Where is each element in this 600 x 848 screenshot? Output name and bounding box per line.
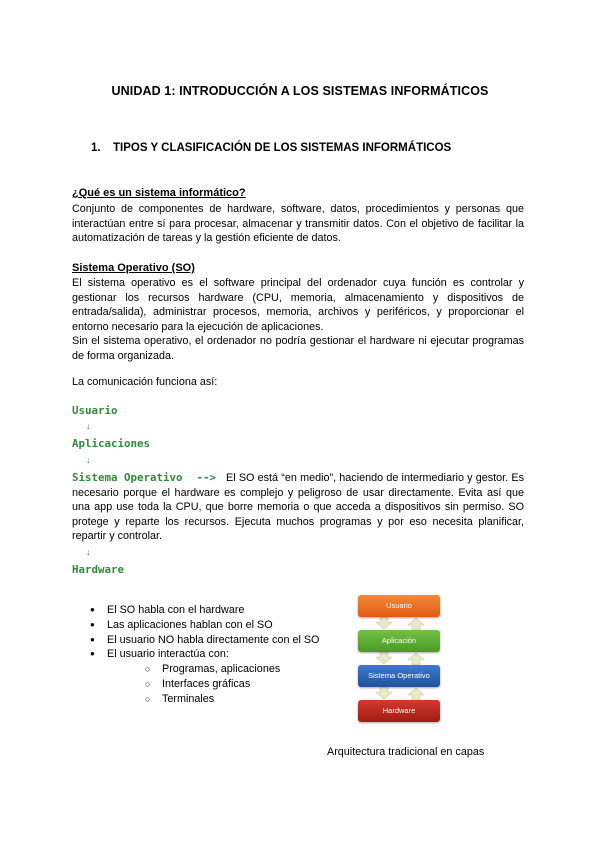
flow-hardware: Hardware	[72, 563, 125, 576]
page-title: UNIDAD 1: INTRODUCCIÓN A LOS SISTEMAS INFORMÁTICOS	[111, 84, 489, 98]
flow-intro: La comunicación funciona así:	[72, 376, 218, 388]
layer-hardware: Hardware	[358, 700, 440, 722]
list-item: ● Las aplicaciones hablan con el SO	[90, 618, 319, 633]
section-heading	[91, 142, 451, 154]
flow-sistema-line	[72, 471, 524, 544]
so-body-2: Sin el sistema operativo, el ordenador no podría gestionar el hardware ni ejecutar programas de forma organizada.	[72, 335, 524, 362]
so-heading: Sistema Operativo (SO)	[72, 262, 195, 274]
down-arrow-icon: ↓	[86, 421, 91, 431]
section-number: 1.	[91, 142, 101, 154]
down-arrow-icon: ↓	[86, 547, 91, 557]
down-arrow-icon	[376, 617, 392, 629]
section-title: TIPOS Y CLASIFICACIÓN DE LOS SISTEMAS INFORMÁTICOS	[113, 142, 452, 154]
down-arrow-icon	[376, 687, 392, 699]
so-body-1: El sistema operativo es el software principal del ordenador cuya función es controlar y gestionar los recursos hardware (CPU, memoria, almacenamiento y dispositivos de entrada/salida), administrar procesos, memoria, archivos y periféricos, y proporcionar el entorno necesario para la ejecución de aplicaciones.	[72, 277, 524, 333]
flow-so-explanation: El SO está “en medio”, haciendo de intermediario y gestor. Es necesario porque el hardware es complejo y peligroso de usar directamente. Evita así que una app use toda la CPU, que borre memoria o que acceda a dispositivos sin permiso. SO protege y reparte los recursos. Ejecuta muchos programas y por eso necesita planificar, repartir y controlar.	[72, 472, 524, 543]
flow-sistema: Sistema Operativo	[72, 471, 183, 484]
question-heading: ¿Qué es un sistema informático?	[72, 187, 246, 199]
list-item: ● El SO habla con el hardware	[90, 603, 319, 618]
down-arrow-icon: ↓	[86, 455, 91, 465]
flow-usuario: Usuario	[72, 404, 118, 417]
question-body: Conjunto de componentes de hardware, software, datos, procedimientos y personas que interactúan entre sí para procesar, almacenar y transmitir datos. Con el objetivo de facilitar la automatización de tareas y la gestión eficiente de datos.	[72, 203, 524, 245]
up-arrow-icon	[408, 688, 424, 700]
layer-aplicacion: Aplicación	[358, 630, 440, 652]
bullet-list	[90, 603, 319, 707]
question-paragraph	[72, 202, 524, 246]
sub-list-item: ○ Terminales	[145, 692, 319, 707]
up-arrow-icon	[408, 618, 424, 630]
sub-list-item: ○ Interfaces gráficas	[145, 677, 319, 692]
flow-aplicaciones: Aplicaciones	[72, 437, 151, 450]
up-arrow-icon	[408, 653, 424, 665]
list-item: ● El usuario NO habla directamente con el SO	[90, 633, 319, 648]
so-paragraph	[72, 276, 524, 364]
list-item	[90, 647, 319, 706]
diagram-caption: Arquitectura tradicional en capas	[327, 746, 485, 758]
layer-usuario: Usuario	[358, 595, 440, 617]
down-arrow-icon	[376, 652, 392, 664]
sub-list-item: ○ Programas, aplicaciones	[145, 662, 319, 677]
right-arrow-icon: -->	[196, 471, 217, 484]
layer-sistema-operativo: Sistema Operativo	[358, 665, 440, 687]
sub-bullet-list	[107, 662, 319, 706]
list-item-label: El usuario interactúa con:	[107, 648, 229, 661]
